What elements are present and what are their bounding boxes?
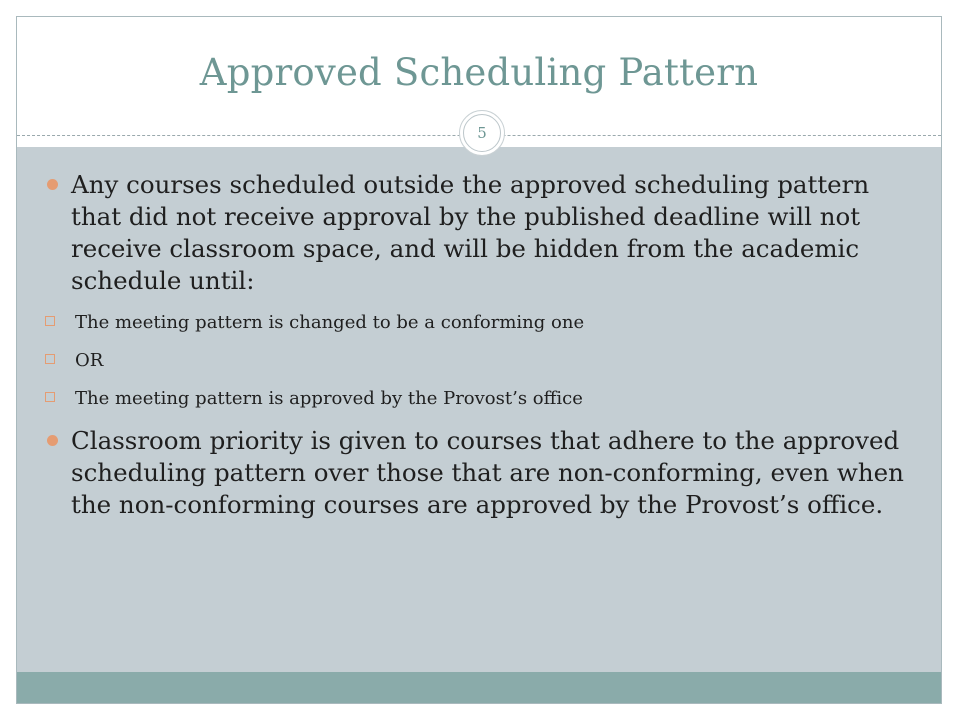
slide-frame xyxy=(16,16,942,704)
hollow-square-bullet-icon xyxy=(45,316,55,326)
sub-bullet-item xyxy=(43,311,923,335)
sub-bullet-item xyxy=(43,349,923,373)
bullet-list xyxy=(43,169,923,531)
filled-circle-bullet-icon xyxy=(47,179,58,190)
bullet-item xyxy=(43,425,923,521)
slide-number-badge xyxy=(459,110,505,156)
sub-bullet-list xyxy=(71,311,923,411)
sub-bullet-item xyxy=(43,387,923,411)
filled-circle-bullet-icon xyxy=(47,435,58,446)
hollow-square-bullet-icon xyxy=(45,392,55,402)
sub-bullet-text: OR xyxy=(75,350,104,371)
bullet-text: Any courses scheduled outside the approved scheduling pattern that did not receive approval by the published deadline will not receive classroom space, and will be hidden from the academic schedule until: xyxy=(71,170,870,295)
slide-title: Approved Scheduling Pattern xyxy=(199,51,759,94)
footer-band xyxy=(17,672,941,704)
sub-bullet-text: The meeting pattern is approved by the Provost’s office xyxy=(75,388,583,409)
bullet-item xyxy=(43,169,923,411)
hollow-square-bullet-icon xyxy=(45,354,55,364)
bullet-text: Classroom priority is given to courses that adhere to the approved scheduling pattern over those that are non-conforming, even when the non-conforming courses are approved by the Provost’s office. xyxy=(71,426,904,519)
sub-bullet-text: The meeting pattern is changed to be a conforming one xyxy=(75,312,585,333)
slide-number: 5 xyxy=(477,124,487,142)
